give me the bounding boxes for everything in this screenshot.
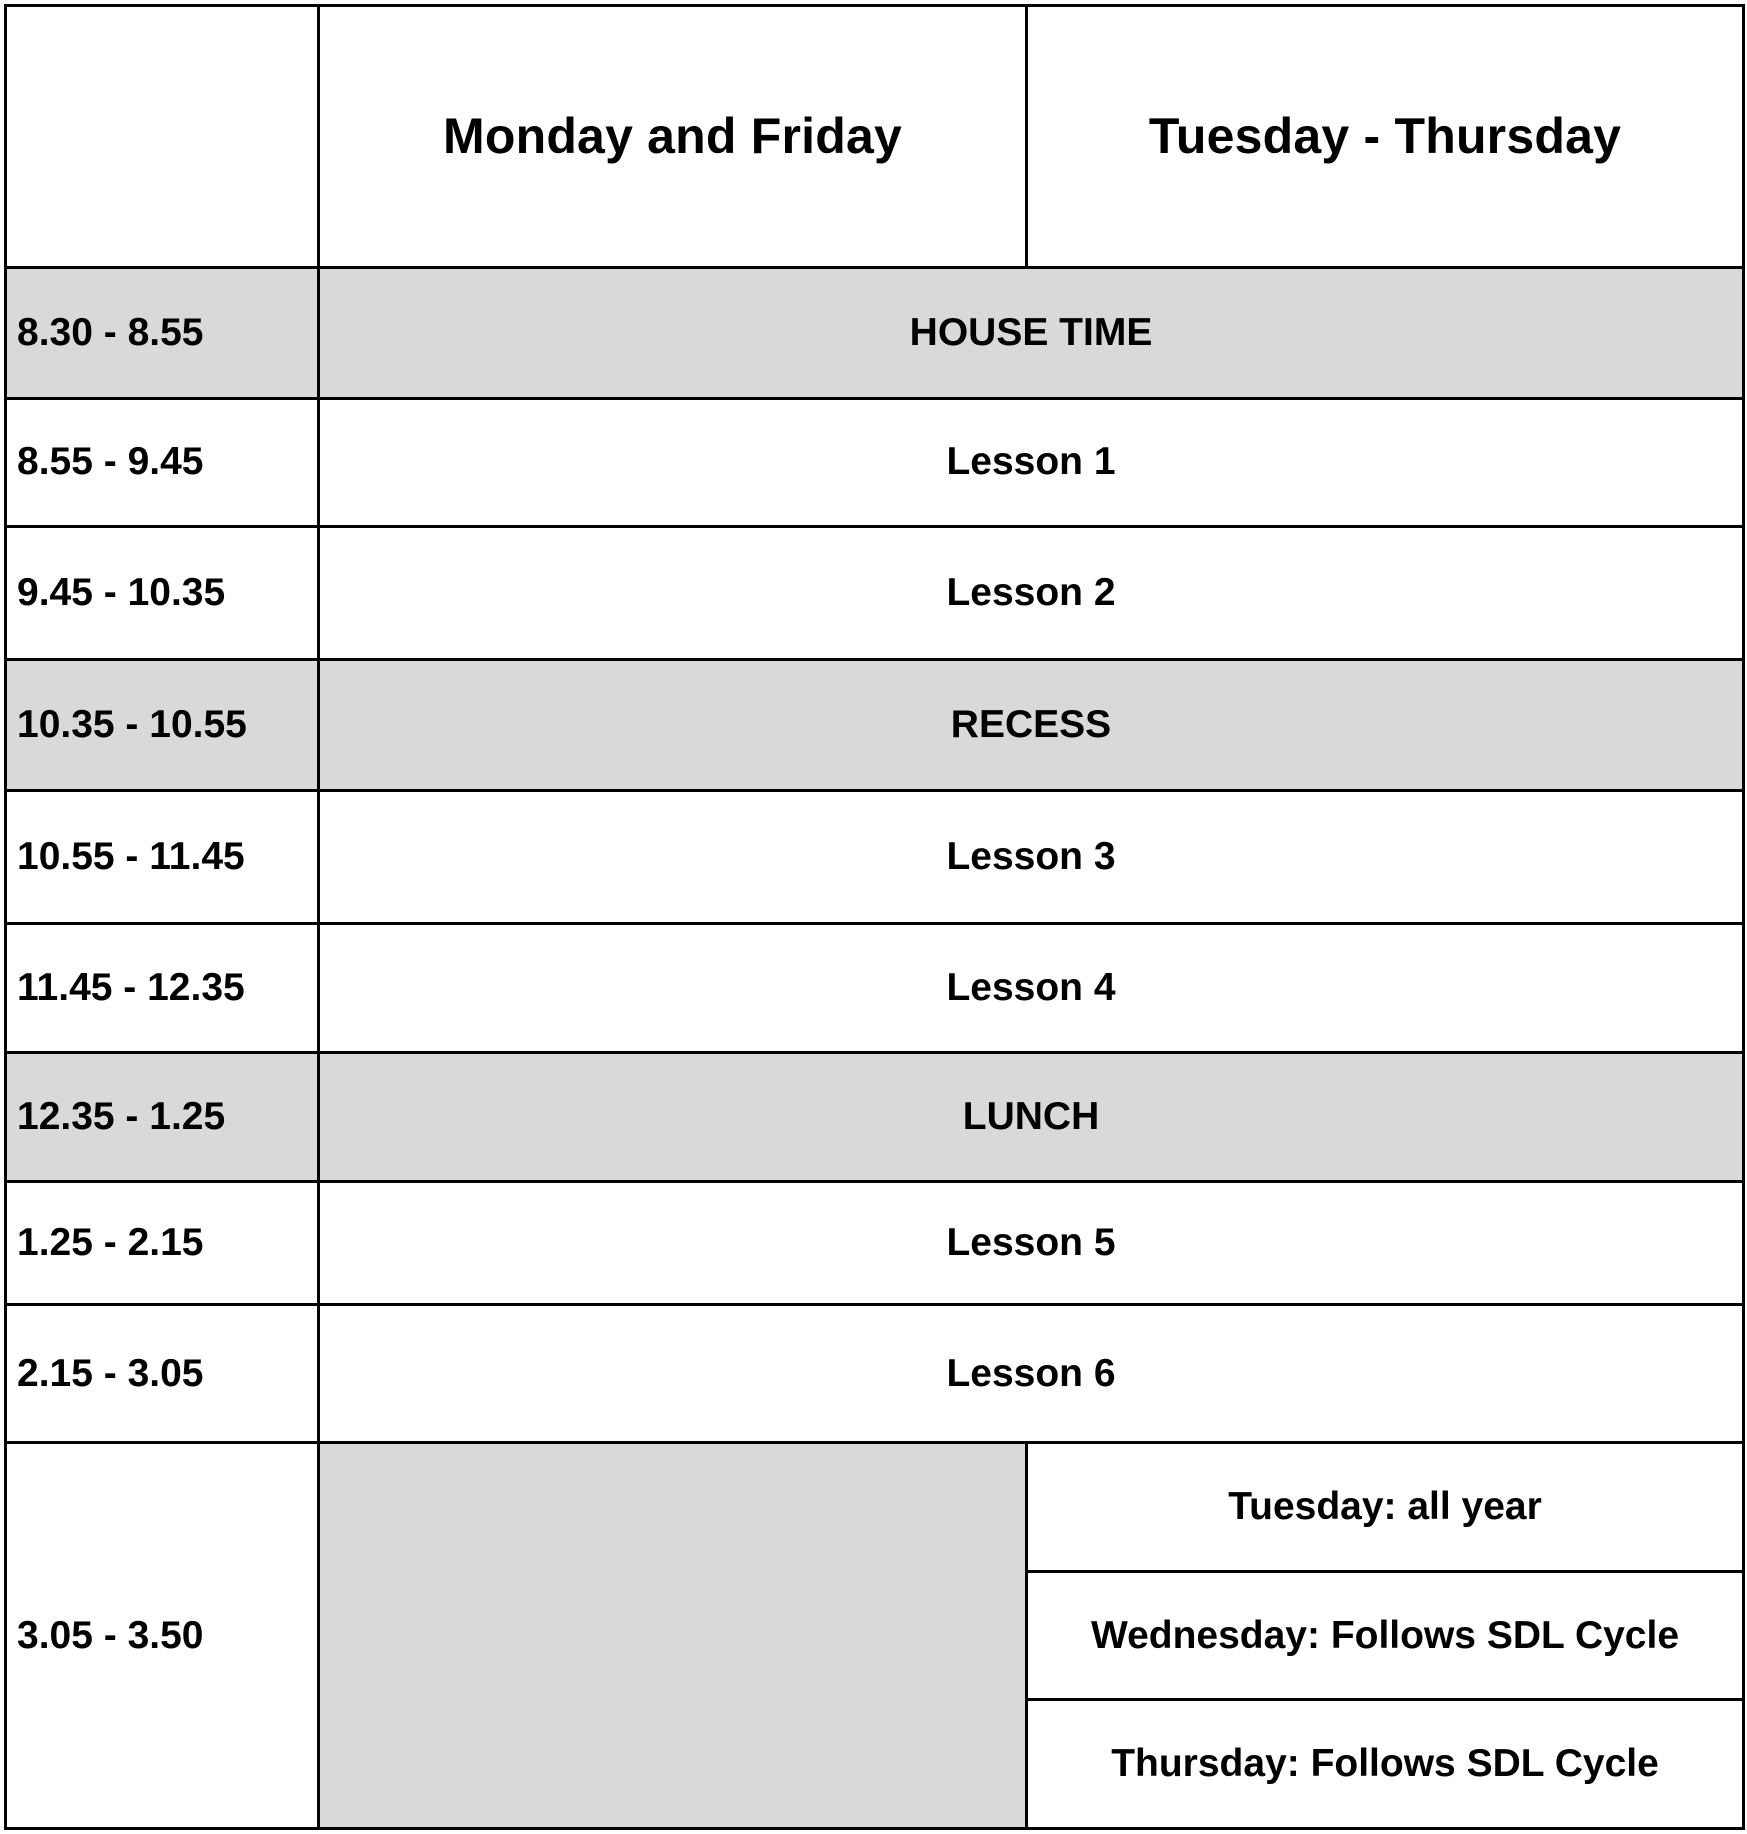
activity-cell: HOUSE TIME	[319, 267, 1744, 398]
activity-cell: Lesson 2	[319, 527, 1744, 660]
thursday-note-cell: Thursday: Follows SDL Cycle	[1027, 1700, 1744, 1829]
header-row	[6, 6, 1744, 268]
table-row	[6, 1053, 1744, 1182]
header-tuesday-thursday: Tuesday - Thursday	[1027, 6, 1744, 268]
time-cell-final: 3.05 - 3.50	[6, 1443, 319, 1829]
activity-cell: Lesson 3	[319, 791, 1744, 924]
monday-friday-empty-cell	[319, 1443, 1027, 1829]
time-cell: 12.35 - 1.25	[6, 1053, 319, 1182]
table-row	[6, 924, 1744, 1053]
time-cell: 10.35 - 10.55	[6, 660, 319, 791]
table-row	[6, 398, 1744, 527]
time-cell: 10.55 - 11.45	[6, 791, 319, 924]
activity-cell: LUNCH	[319, 1053, 1744, 1182]
time-cell: 8.30 - 8.55	[6, 267, 319, 398]
header-monday-friday: Monday and Friday	[319, 6, 1027, 268]
activity-cell: Lesson 5	[319, 1181, 1744, 1305]
table-row	[6, 1305, 1744, 1443]
time-cell: 11.45 - 12.35	[6, 924, 319, 1053]
tuesday-note-cell: Tuesday: all year	[1027, 1443, 1744, 1572]
wednesday-note-cell: Wednesday: Follows SDL Cycle	[1027, 1571, 1744, 1700]
time-cell: 8.55 - 9.45	[6, 398, 319, 527]
time-cell: 1.25 - 2.15	[6, 1181, 319, 1305]
table-row	[6, 1181, 1744, 1305]
activity-cell: RECESS	[319, 660, 1744, 791]
final-block-row-tuesday	[6, 1443, 1744, 1572]
header-corner-cell	[6, 6, 319, 268]
time-cell: 2.15 - 3.05	[6, 1305, 319, 1443]
activity-cell: Lesson 6	[319, 1305, 1744, 1443]
table-row	[6, 791, 1744, 924]
table-row	[6, 660, 1744, 791]
table-row	[6, 267, 1744, 398]
activity-cell: Lesson 4	[319, 924, 1744, 1053]
activity-cell: Lesson 1	[319, 398, 1744, 527]
table-row	[6, 527, 1744, 660]
time-cell: 9.45 - 10.35	[6, 527, 319, 660]
timetable	[4, 4, 1745, 1830]
